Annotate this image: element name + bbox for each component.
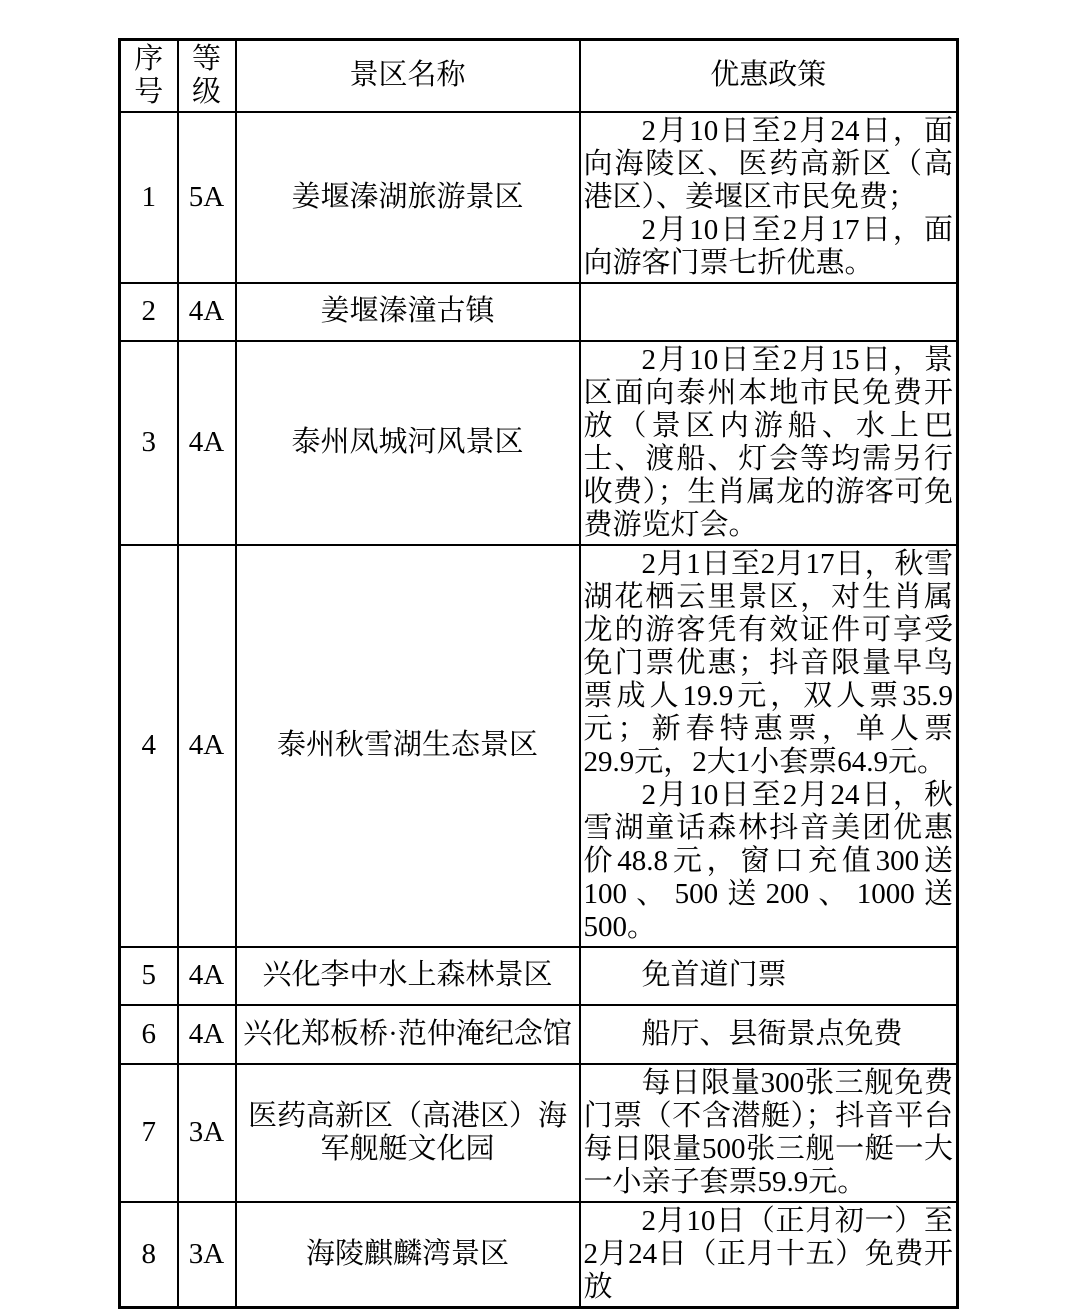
policy-cell bbox=[580, 1202, 958, 1308]
grade-cell: 4A bbox=[178, 341, 236, 545]
scenic-area-name-cell: 兴化郑板桥·范仲淹纪念馆 bbox=[236, 1005, 580, 1064]
policy-cell bbox=[580, 545, 958, 947]
column-header-policy: 优惠政策 bbox=[580, 40, 958, 112]
table-header bbox=[120, 40, 958, 112]
policy-paragraph: 每日限量300张三舰免费门票（不含潜艇）；抖音平台每日限量500张三舰一艇一大一小亲子套票59.9元。 bbox=[583, 1066, 953, 1198]
policy-cell bbox=[580, 112, 958, 283]
grade-cell: 3A bbox=[178, 1064, 236, 1202]
scenic-area-name-cell: 泰州凤城河风景区 bbox=[236, 341, 580, 545]
table-row bbox=[120, 1202, 958, 1308]
grade-cell: 4A bbox=[178, 947, 236, 1005]
row-number-cell: 2 bbox=[120, 283, 178, 341]
grade-cell: 4A bbox=[178, 1005, 236, 1064]
policy-paragraph: 2月1日至2月17日，秋雪湖花栖云里景区，对生肖属龙的游客凭有效证件可享受免门票优惠；抖音限量早鸟票成人19.9元，双人票35.9元；新春特惠票，单人票29.9元，2大1小套票64.9元。 bbox=[583, 547, 953, 778]
header-row bbox=[120, 40, 958, 112]
scenic-area-name-cell: 姜堰溱湖旅游景区 bbox=[236, 112, 580, 283]
scenic-area-name-cell: 兴化李中水上森林景区 bbox=[236, 947, 580, 1005]
policy-cell bbox=[580, 1064, 958, 1202]
row-number-cell: 1 bbox=[120, 112, 178, 283]
table-row bbox=[120, 1064, 958, 1202]
grade-cell: 5A bbox=[178, 112, 236, 283]
policy-paragraph: 2月10日至2月24日，面向海陵区、医药高新区（高港区）、姜堰区市民免费； bbox=[583, 114, 953, 213]
scenic-area-name-cell: 姜堰溱潼古镇 bbox=[236, 283, 580, 341]
table-row bbox=[120, 341, 958, 545]
grade-cell: 4A bbox=[178, 545, 236, 947]
column-header-grade: 等级 bbox=[178, 40, 236, 112]
policy-paragraph: 2月10日（正月初一）至2月24日（正月十五）免费开放 bbox=[583, 1204, 953, 1303]
table-row bbox=[120, 1005, 958, 1064]
policy-paragraph: 2月10日至2月17日，面向游客门票七折优惠。 bbox=[583, 213, 953, 279]
policy-cell bbox=[580, 1005, 958, 1064]
policy-paragraph: 船厅、县衙景点免费 bbox=[641, 1017, 903, 1050]
row-number-cell: 7 bbox=[120, 1064, 178, 1202]
policy-cell bbox=[580, 947, 958, 1005]
grade-cell: 3A bbox=[178, 1202, 236, 1308]
table-body bbox=[120, 112, 958, 1308]
policy-cell bbox=[580, 283, 958, 341]
policy-paragraph: 2月10日至2月15日，景区面向泰州本地市民免费开放（景区内游船、水上巴士、渡船、灯会等均需另行收费）；生肖属龙的游客可免费游览灯会。 bbox=[583, 343, 953, 541]
policy-paragraph: 2月10日至2月24日，秋雪湖童话森林抖音美团优惠价48.8元，窗口充值300送100、500送200、1000送500。 bbox=[583, 778, 953, 943]
table-row bbox=[120, 112, 958, 283]
column-header-scenic-area: 景区名称 bbox=[236, 40, 580, 112]
scenic-area-name-cell: 医药高新区（高港区）海军舰艇文化园 bbox=[236, 1064, 580, 1202]
column-header-number: 序号 bbox=[120, 40, 178, 112]
policy-paragraph: 免首道门票 bbox=[641, 959, 787, 991]
row-number-cell: 6 bbox=[120, 1005, 178, 1064]
discount-policy-table bbox=[118, 38, 959, 1309]
row-number-cell: 4 bbox=[120, 545, 178, 947]
policy-cell bbox=[580, 341, 958, 545]
row-number-cell: 3 bbox=[120, 341, 178, 545]
row-number-cell: 5 bbox=[120, 947, 178, 1005]
scenic-area-name-cell: 海陵麒麟湾景区 bbox=[236, 1202, 580, 1308]
table-row bbox=[120, 947, 958, 1005]
table-row bbox=[120, 545, 958, 947]
grade-cell: 4A bbox=[178, 283, 236, 341]
row-number-cell: 8 bbox=[120, 1202, 178, 1308]
scenic-area-name-cell: 泰州秋雪湖生态景区 bbox=[236, 545, 580, 947]
table-row bbox=[120, 283, 958, 341]
